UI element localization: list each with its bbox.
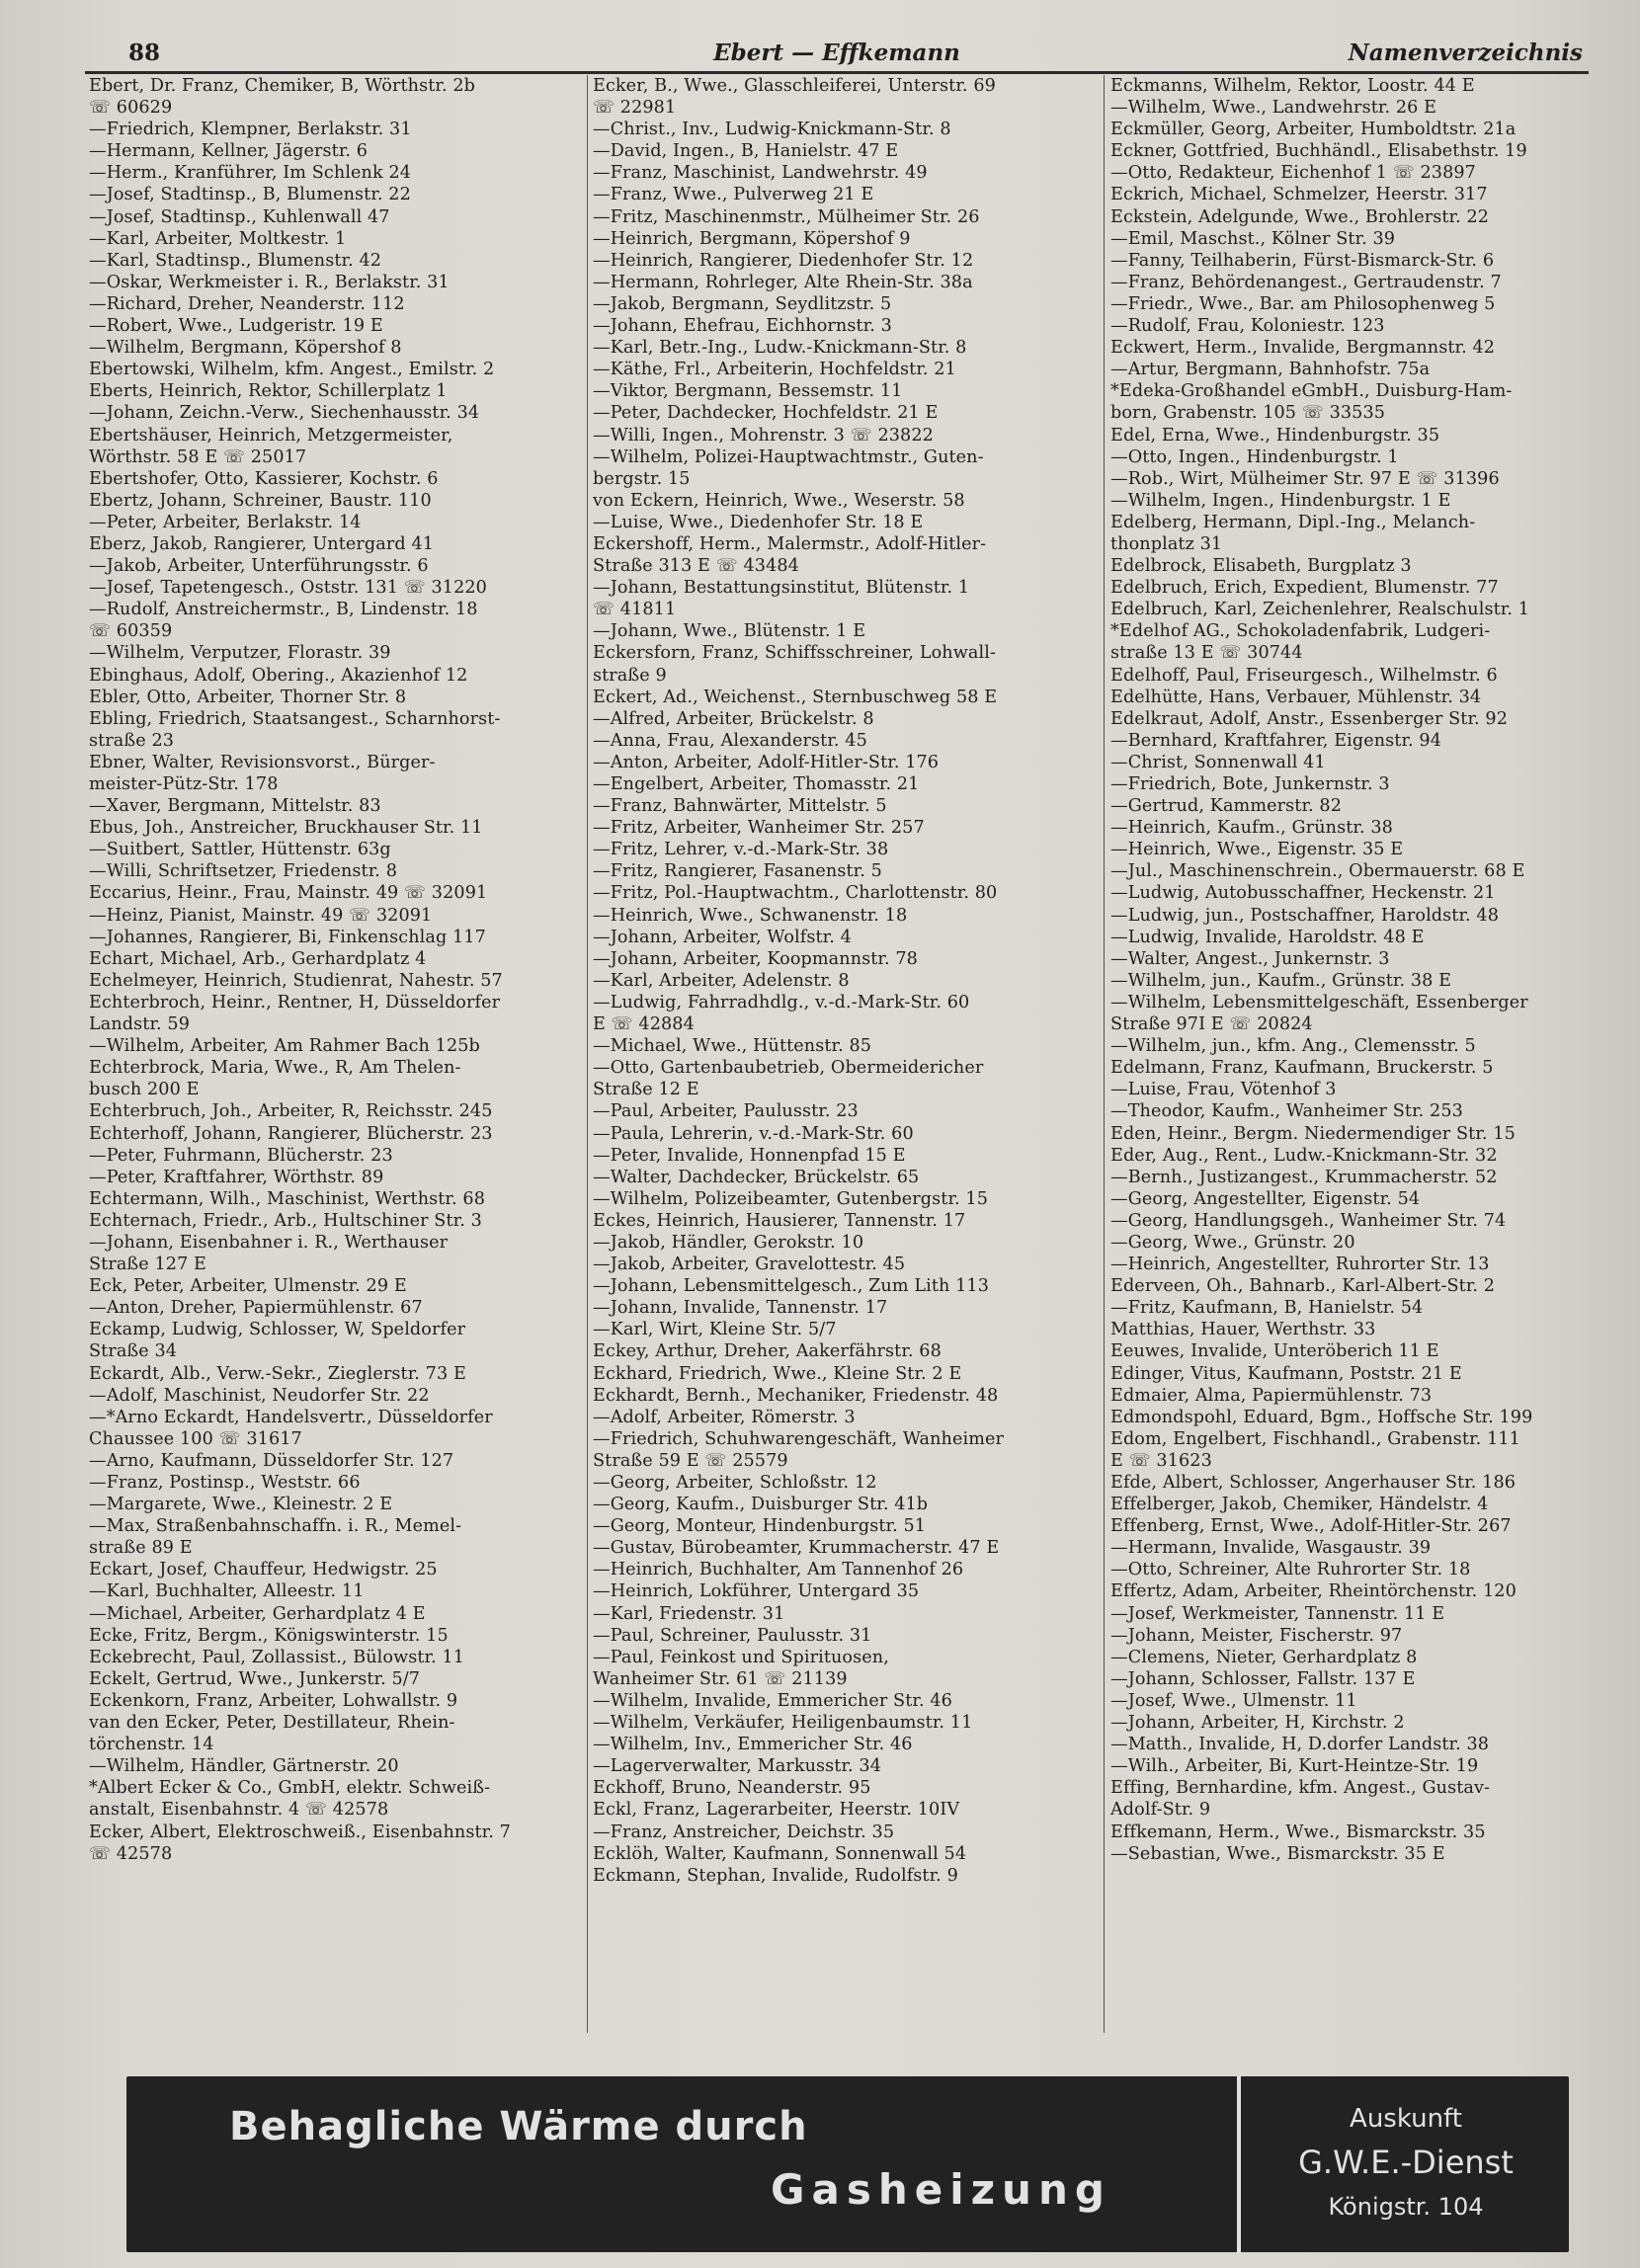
directory-entry: —Rudolf, Frau, Koloniestr. 123	[1110, 316, 1385, 337]
directory-entry: Effertz, Adam, Arbeiter, Rheintörchenstr. 120	[1110, 1581, 1517, 1602]
directory-entry: —Anna, Frau, Alexanderstr. 45	[593, 730, 867, 751]
directory-entry: —Christ., Inv., Ludwig-Knickmann-Str. 8	[593, 120, 951, 140]
directory-entry: —Peter, Arbeiter, Berlakstr. 14	[89, 512, 362, 532]
directory-entry: Eckardt, Alb., Verw.-Sekr., Zieglerstr. 73 E	[89, 1363, 466, 1384]
directory-entry: —Franz, Wwe., Pulverweg 21 E	[593, 185, 874, 205]
directory-entry: —Jakob, Arbeiter, Gravelottestr. 45	[593, 1255, 906, 1275]
directory-entry: —Fritz, Rangierer, Fasanenstr. 5	[593, 861, 882, 882]
directory-entry: —Wilhelm, Invalide, Emmericher Str. 46	[593, 1690, 952, 1711]
directory-entry: Adolf-Str. 9	[1110, 1800, 1211, 1821]
directory-entry: —Adolf, Arbeiter, Römerstr. 3	[593, 1407, 856, 1427]
directory-entry: —Wilhelm, Wwe., Landwehrstr. 26 E	[1110, 98, 1437, 119]
directory-entry: Echtermann, Wilh., Maschinist, Werthstr. 68	[89, 1188, 485, 1209]
ad-info-name: G.W.E.-Dienst	[1298, 2144, 1514, 2181]
directory-entry: —Wilh., Arbeiter, Bi, Kurt-Heintze-Str. 19	[1110, 1756, 1479, 1777]
directory-entry: —Hermann, Rohrleger, Alte Rhein-Str. 38a	[593, 272, 973, 292]
directory-entry: Ebner, Walter, Revisionsvorst., Bürger-	[89, 752, 436, 772]
directory-entry: —Peter, Invalide, Honnenpfad 15 E	[593, 1145, 906, 1166]
directory-entry: —Lagerverwalter, Markusstr. 34	[593, 1756, 882, 1777]
directory-entry: —Fritz, Kaufmann, B, Hanielstr. 54	[1110, 1298, 1424, 1319]
directory-entry: Straße 97I E ☏ 20824	[1110, 1014, 1313, 1035]
directory-entry: Efde, Albert, Schlosser, Angerhauser Str. 186	[1110, 1473, 1517, 1493]
directory-entry: —Paul, Feinkost und Spirituosen,	[593, 1647, 889, 1667]
directory-entry: —Karl, Buchhalter, Alleestr. 11	[89, 1581, 365, 1602]
directory-entry: —Wilhelm, Inv., Emmericher Str. 46	[593, 1735, 913, 1755]
directory-entry: —Otto, Schreiner, Alte Ruhrorter Str. 18	[1110, 1560, 1471, 1580]
page-number: 88	[128, 40, 161, 66]
directory-entry: —Matth., Invalide, H, D.dorfer Landstr. 38	[1110, 1735, 1490, 1755]
directory-entry: —Johann, Eisenbahner i. R., Werthauser	[89, 1232, 449, 1253]
directory-entry: Ederveen, Oh., Bahnarb., Karl-Albert-Str. 2	[1110, 1276, 1496, 1297]
directory-entry: straße 23	[89, 730, 175, 751]
directory-entry: —Ludwig, Autobusschaffner, Heckenstr. 21	[1110, 883, 1496, 904]
directory-entry: —Wilhelm, Verkäufer, Heiligenbaumstr. 11	[593, 1713, 973, 1734]
column-divider	[1104, 75, 1105, 2033]
directory-entry: —Anton, Dreher, Papiermühlenstr. 67	[89, 1298, 423, 1319]
directory-entry: Ecker, Albert, Elektroschweiß., Eisenbahnstr. 7	[89, 1822, 511, 1842]
directory-entry: *Edelhof AG., Schokoladenfabrik, Ludgeri-	[1110, 621, 1491, 642]
directory-entry: —Jakob, Arbeiter, Unterführungsstr. 6	[89, 556, 429, 577]
directory-entry: Ecker, B., Wwe., Glasschleiferei, Unterstr. 69	[593, 76, 996, 96]
directory-entry: Eckmüller, Georg, Arbeiter, Humboldtstr. 21a	[1110, 120, 1517, 140]
directory-entry: —Rudolf, Anstreichermstr., B, Lindenstr. 18	[89, 600, 478, 620]
directory-entry: —Georg, Handlungsgeh., Wanheimer Str. 74	[1110, 1210, 1507, 1231]
directory-entry: Eberts, Heinrich, Rektor, Schillerplatz 1	[89, 381, 448, 402]
directory-entry: —Paul, Schreiner, Paulusstr. 31	[593, 1625, 872, 1646]
directory-entry: Ebert, Dr. Franz, Chemiker, B, Wörthstr. 2b	[89, 76, 476, 96]
ad-slogan-line1: Behagliche Wärme durch	[229, 2104, 808, 2149]
directory-entry: —Heinrich, Kaufm., Grünstr. 38	[1110, 818, 1393, 839]
page-header	[91, 36, 1583, 69]
directory-entry: —Wilhelm, Verputzer, Florastr. 39	[89, 643, 391, 664]
directory-entry: Edelhütte, Hans, Verbauer, Mühlenstr. 34	[1110, 687, 1482, 707]
directory-entry: E ☏ 31623	[1110, 1450, 1212, 1471]
directory-entry: —Johann, Arbeiter, Koopmannstr. 78	[593, 948, 918, 969]
directory-entry: Eckwert, Herm., Invalide, Bergmannstr. 42	[1110, 338, 1496, 359]
directory-entry: —Jakob, Bergmann, Seydlitzstr. 5	[593, 293, 892, 314]
directory-entry: törchenstr. 14	[89, 1735, 214, 1755]
directory-entry: Ecklöh, Walter, Kaufmann, Sonnenwall 54	[593, 1843, 967, 1864]
directory-entry: Eckhard, Friedrich, Wwe., Kleine Str. 2 E	[593, 1363, 962, 1384]
directory-entry: bergstr. 15	[593, 468, 691, 489]
directory-entry: Ebertz, Johann, Schreiner, Baustr. 110	[89, 490, 432, 511]
directory-entry: ☏ 41811	[593, 600, 677, 620]
name-range: Ebert — Effkemann	[713, 40, 960, 66]
ad-slogan	[126, 2076, 1235, 2252]
directory-entry: Edelbruch, Erich, Expedient, Blumenstr. 77	[1110, 578, 1499, 599]
directory-entry: —Wilhelm, Händler, Gärtnerstr. 20	[89, 1756, 399, 1777]
directory-entry: —Johann, Ehefrau, Eichhornstr. 3	[593, 316, 892, 337]
directory-entry: —Heinrich, Wwe., Eigenstr. 35 E	[1110, 840, 1404, 860]
directory-entry: —Richard, Dreher, Neanderstr. 112	[89, 293, 405, 314]
directory-entry: Edinger, Vitus, Kaufmann, Poststr. 21 E	[1110, 1363, 1462, 1384]
directory-entry: Ebling, Friedrich, Staatsangest., Scharnhorst-	[89, 708, 501, 729]
directory-entry: —Franz, Behördenangest., Gertraudenstr. 7	[1110, 272, 1502, 292]
column-3	[1110, 75, 1600, 2035]
directory-entry: —Herm., Kranführer, Im Schlenk 24	[89, 163, 412, 184]
directory-entry: Edelkraut, Adolf, Anstr., Essenberger Str. 92	[1110, 708, 1509, 729]
directory-entry: —Georg, Wwe., Grünstr. 20	[1110, 1232, 1355, 1253]
directory-entry: —Peter, Dachdecker, Hochfeldstr. 21 E	[593, 403, 939, 424]
directory-entry: —Karl, Betr.-Ing., Ludw.-Knickmann-Str. 8	[593, 338, 967, 359]
directory-entry: —Alfred, Arbeiter, Brückelstr. 8	[593, 708, 874, 729]
directory-entry: —Karl, Wirt, Kleine Str. 5/7	[593, 1320, 837, 1340]
directory-entry: —Sebastian, Wwe., Bismarckstr. 35 E	[1110, 1843, 1445, 1864]
directory-entry: straße 13 E ☏ 30744	[1110, 643, 1303, 664]
directory-entry: Eeuwes, Invalide, Unteröberich 11 E	[1110, 1341, 1439, 1362]
directory-entry: von Eckern, Heinrich, Wwe., Weserstr. 58	[593, 490, 965, 511]
directory-entry: Eckes, Heinrich, Hausierer, Tannenstr. 17	[593, 1210, 966, 1231]
directory-entry: Echart, Michael, Arb., Gerhardplatz 4	[89, 948, 427, 969]
directory-entry: —Friedrich, Klempner, Berlakstr. 31	[89, 120, 412, 140]
directory-entry: Echterhoff, Johann, Rangierer, Blücherstr. 23	[89, 1123, 493, 1144]
directory-entry: —Heinz, Pianist, Mainstr. 49 ☏ 32091	[89, 905, 433, 926]
directory-entry: —Heinrich, Lokführer, Untergard 35	[593, 1581, 920, 1602]
directory-entry: Eckrich, Michael, Schmelzer, Heerstr. 317	[1110, 185, 1488, 205]
ad-info-address: Königstr. 104	[1328, 2193, 1484, 2221]
directory-entry: Matthias, Hauer, Werthstr. 33	[1110, 1320, 1376, 1340]
directory-entry: Echternach, Friedr., Arb., Hultschiner Str. 3	[89, 1210, 482, 1231]
column-2	[593, 75, 1097, 2035]
directory-entry: —Margarete, Wwe., Kleinestr. 2 E	[89, 1495, 393, 1515]
directory-entry: —Wilhelm, Polizeibeamter, Gutenbergstr. 15	[593, 1188, 989, 1209]
directory-entry: —Franz, Bahnwärter, Mittelstr. 5	[593, 796, 887, 817]
directory-entry: —Johann, Wwe., Blütenstr. 1 E	[593, 621, 866, 642]
directory-entry: —Robert, Wwe., Ludgeristr. 19 E	[89, 316, 383, 337]
directory-entry: —Karl, Stadtinsp., Blumenstr. 42	[89, 250, 382, 271]
directory-entry: —Luise, Frau, Vötenhof 3	[1110, 1080, 1337, 1100]
directory-entry: Landstr. 59	[89, 1014, 191, 1035]
directory-entry: —Peter, Kraftfahrer, Wörthstr. 89	[89, 1167, 384, 1187]
directory-entry: Wörthstr. 58 E ☏ 25017	[89, 446, 307, 467]
directory-entry: thonplatz 31	[1110, 533, 1223, 554]
directory-entry: —Fritz, Maschinenmstr., Mülheimer Str. 26	[593, 206, 980, 227]
directory-entry: Eckmanns, Wilhelm, Rektor, Loostr. 44 E	[1110, 76, 1475, 96]
directory-entry: Chaussee 100 ☏ 31617	[89, 1428, 302, 1449]
directory-entry: —Christ, Sonnenwall 41	[1110, 752, 1326, 772]
directory-entry: Eckamp, Ludwig, Schlosser, W, Speldorfer	[89, 1320, 466, 1340]
directory-entry: anstalt, Eisenbahnstr. 4 ☏ 42578	[89, 1800, 389, 1821]
directory-entry: —Willi, Ingen., Mohrenstr. 3 ☏ 23822	[593, 425, 934, 446]
directory-entry: —Otto, Ingen., Hindenburgstr. 1	[1110, 446, 1399, 467]
directory-entry: —Wilhelm, Lebensmittelgeschäft, Essenberger	[1110, 992, 1528, 1012]
directory-entry: Eden, Heinr., Bergm. Niedermendiger Str. 15	[1110, 1123, 1516, 1144]
directory-entry: Eckershoff, Herm., Malermstr., Adolf-Hitler-	[593, 533, 987, 554]
directory-entry: Eckart, Josef, Chauffeur, Hedwigstr. 25	[89, 1560, 438, 1580]
directory-entry: —Ludwig, Fahrradhdlg., v.-d.-Mark-Str. 60	[593, 992, 970, 1012]
directory-entry: —Hermann, Kellner, Jägerstr. 6	[89, 141, 369, 162]
directory-entry: Edelbruch, Karl, Zeichenlehrer, Realschulstr. 1	[1110, 600, 1530, 620]
directory-entry: —Wilhelm, Bergmann, Köpershof 8	[89, 338, 402, 359]
directory-entry: Ebinghaus, Adolf, Obering., Akazienhof 12	[89, 665, 468, 686]
directory-entry: Effelberger, Jakob, Chemiker, Händelstr. 4	[1110, 1495, 1489, 1515]
directory-entry: —Wilhelm, jun., kfm. Ang., Clemensstr. 5	[1110, 1036, 1476, 1057]
ad-info-box	[1243, 2076, 1569, 2252]
directory-entry: Effenberg, Ernst, Wwe., Adolf-Hitler-Str. 267	[1110, 1516, 1512, 1537]
directory-entry: —Ludwig, jun., Postschaffner, Haroldstr. 48	[1110, 905, 1500, 926]
directory-entry: —Heinrich, Angestellter, Ruhrorter Str. 13	[1110, 1255, 1490, 1275]
directory-entry: —Wilhelm, Polizei-Hauptwachtmstr., Guten-	[593, 446, 984, 467]
directory-entry: Ebler, Otto, Arbeiter, Thorner Str. 8	[89, 687, 407, 707]
directory-entry: Edelberg, Hermann, Dipl.-Ing., Melanch-	[1110, 512, 1476, 532]
section-title: Namenverzeichnis	[1348, 40, 1583, 66]
directory-entry: Echterbroch, Heinr., Rentner, H, Düsseldorfer	[89, 992, 501, 1012]
directory-entry: —Peter, Fuhrmann, Blücherstr. 23	[89, 1145, 393, 1166]
directory-entry: —Viktor, Bergmann, Bessemstr. 11	[593, 381, 903, 402]
directory-entry: —Engelbert, Arbeiter, Thomasstr. 21	[593, 774, 920, 794]
directory-entry: Eckebrecht, Paul, Zollassist., Bülowstr. 11	[89, 1647, 465, 1667]
directory-entry: —Johann, Arbeiter, H, Kirchstr. 2	[1110, 1713, 1405, 1734]
directory-entry: Straße 34	[89, 1341, 178, 1362]
directory-entry: Ebertowski, Wilhelm, kfm. Angest., Emilstr. 2	[89, 360, 495, 380]
directory-entry: Straße 127 E	[89, 1255, 206, 1275]
directory-entry: Eckhoff, Bruno, Neanderstr. 95	[593, 1778, 871, 1799]
ad-slogan-line2: Gasheizung	[771, 2165, 1111, 2214]
directory-entry: ☏ 42578	[89, 1843, 173, 1864]
directory-entry: —Friedr., Wwe., Bar. am Philosophenweg 5	[1110, 293, 1496, 314]
directory-entry: Edelmann, Franz, Kaufmann, Bruckerstr. 5	[1110, 1058, 1494, 1079]
directory-entry: straße 9	[593, 665, 667, 686]
directory-entry: —Walter, Angest., Junkernstr. 3	[1110, 948, 1390, 969]
directory-entry: —Theodor, Kaufm., Wanheimer Str. 253	[1110, 1101, 1463, 1122]
column-1	[89, 75, 579, 2035]
directory-entry: —Michael, Wwe., Hüttenstr. 85	[593, 1036, 872, 1057]
directory-entry: Eccarius, Heinr., Frau, Mainstr. 49 ☏ 32091	[89, 883, 488, 904]
directory-entry: Edel, Erna, Wwe., Hindenburgstr. 35	[1110, 425, 1440, 446]
directory-entry: —Anton, Arbeiter, Adolf-Hitler-Str. 176	[593, 752, 940, 772]
directory-entry: Edmaier, Alma, Papiermühlenstr. 73	[1110, 1385, 1433, 1406]
directory-entry: Eckersforn, Franz, Schiffsschreiner, Lohwall-	[593, 643, 996, 664]
directory-entry: —Wilhelm, Arbeiter, Am Rahmer Bach 125b	[89, 1036, 480, 1057]
directory-entry: —Josef, Wwe., Ulmenstr. 11	[1110, 1690, 1357, 1711]
directory-entry: busch 200 E	[89, 1080, 200, 1100]
directory-entry: —Michael, Arbeiter, Gerhardplatz 4 E	[89, 1603, 426, 1624]
directory-entry: —Fanny, Teilhaberin, Fürst-Bismarck-Str. 6	[1110, 250, 1495, 271]
directory-entry: Edelbrock, Elisabeth, Burgplatz 3	[1110, 556, 1412, 577]
directory-entry: Eckner, Gottfried, Buchhändl., Elisabethstr. 19	[1110, 141, 1527, 162]
directory-entry: —Wilhelm, Ingen., Hindenburgstr. 1 E	[1110, 490, 1451, 511]
directory-entry: *Edeka-Großhandel eGmbH., Duisburg-Ham-	[1110, 381, 1513, 402]
directory-entry: —Friedrich, Bote, Junkernstr. 3	[1110, 774, 1390, 794]
directory-entry: Straße 12 E	[593, 1080, 699, 1100]
directory-entry: —Paula, Lehrerin, v.-d.-Mark-Str. 60	[593, 1123, 914, 1144]
directory-entry: —Heinrich, Buchhalter, Am Tannenhof 26	[593, 1560, 964, 1580]
directory-entry: —Clemens, Nieter, Gerhardplatz 8	[1110, 1647, 1418, 1667]
directory-entry: —Georg, Monteur, Hindenburgstr. 51	[593, 1516, 927, 1537]
directory-entry: Edmondspohl, Eduard, Bgm., Hoffsche Str. 199	[1110, 1407, 1533, 1427]
gas-heating-advertisement	[126, 2076, 1569, 2252]
directory-entry: —Karl, Arbeiter, Adelenstr. 8	[593, 970, 850, 991]
directory-entry: —David, Ingen., B, Hanielstr. 47 E	[593, 141, 899, 162]
directory-entry: —Jakob, Händler, Gerokstr. 10	[593, 1232, 864, 1253]
directory-entry: ☏ 60359	[89, 621, 173, 642]
directory-entry: Eder, Aug., Rent., Ludw.-Knickmann-Str. 32	[1110, 1145, 1498, 1166]
directory-entry: Eckey, Arthur, Dreher, Aakerfährstr. 68	[593, 1341, 942, 1362]
directory-entry: —Oskar, Werkmeister i. R., Berlakstr. 31	[89, 272, 450, 292]
directory-entry: Echelmeyer, Heinrich, Studienrat, Nahestr. 57	[89, 970, 503, 991]
directory-entry: Straße 313 E ☏ 43484	[593, 556, 799, 577]
directory-entry: —Willi, Schriftsetzer, Friedenstr. 8	[89, 861, 397, 882]
directory-entry: born, Grabenstr. 105 ☏ 33535	[1110, 403, 1386, 424]
directory-entry: Echterbruch, Joh., Arbeiter, R, Reichsstr. 245	[89, 1101, 493, 1122]
directory-entry: van den Ecker, Peter, Destillateur, Rhein-	[89, 1713, 455, 1734]
directory-entry: ☏ 60629	[89, 98, 173, 119]
directory-entry: —Johann, Arbeiter, Wolfstr. 4	[593, 927, 852, 947]
directory-entry: Edom, Engelbert, Fischhandl., Grabenstr. 111	[1110, 1428, 1520, 1449]
directory-entry: —Artur, Bergmann, Bahnhofstr. 75a	[1110, 360, 1431, 380]
directory-entry: —Käthe, Frl., Arbeiterin, Hochfeldstr. 21	[593, 360, 956, 380]
directory-entry: *Albert Ecker & Co., GmbH, elektr. Schweiß-	[89, 1778, 491, 1799]
directory-entry: —Fritz, Lehrer, v.-d.-Mark-Str. 38	[593, 840, 889, 860]
directory-entry: Ebertshofer, Otto, Kassierer, Kochstr. 6	[89, 468, 439, 489]
directory-entry: —Josef, Stadtinsp., Kuhlenwall 47	[89, 206, 390, 227]
directory-entry: —Jul., Maschinenschrein., Obermauerstr. 68 E	[1110, 861, 1525, 882]
directory-entry: —Bernhard, Kraftfahrer, Eigenstr. 94	[1110, 730, 1442, 751]
directory-entry: Eckert, Ad., Weichenst., Sternbuschweg 58 E	[593, 687, 998, 707]
directory-entry: —Heinrich, Bergmann, Köpershof 9	[593, 228, 911, 249]
directory-entry: —Wilhelm, jun., Kaufm., Grünstr. 38 E	[1110, 970, 1452, 991]
directory-entry: —Georg, Arbeiter, Schloßstr. 12	[593, 1473, 877, 1493]
directory-entry: Eckelt, Gertrud, Wwe., Junkerstr. 5/7	[89, 1668, 421, 1689]
directory-entry: —Otto, Gartenbaubetrieb, Obermeidericher	[593, 1058, 984, 1079]
directory-entry: Echterbrock, Maria, Wwe., R, Am Thelen-	[89, 1058, 461, 1079]
directory-entry: —Rob., Wirt, Mülheimer Str. 97 E ☏ 31396	[1110, 468, 1500, 489]
directory-entry: —Franz, Maschinist, Landwehrstr. 49	[593, 163, 928, 184]
directory-entry: —Fritz, Pol.-Hauptwachtm., Charlottenstr. 80	[593, 883, 998, 904]
directory-entry: Effing, Bernhardine, kfm. Angest., Gustav-	[1110, 1778, 1491, 1799]
directory-entry: meister-Pütz-Str. 178	[89, 774, 279, 794]
directory-entry: —Hermann, Invalide, Wasgaustr. 39	[1110, 1538, 1432, 1559]
directory-entry: Straße 59 E ☏ 25579	[593, 1450, 788, 1471]
directory-entry: —Otto, Redakteur, Eichenhof 1 ☏ 23897	[1110, 163, 1476, 184]
directory-entry: —Bernh., Justizangest., Krummacherstr. 52	[1110, 1167, 1498, 1187]
header-rule	[85, 71, 1589, 74]
directory-entry: ☏ 22981	[593, 98, 677, 119]
directory-entry: Eckmann, Stephan, Invalide, Rudolfstr. 9	[593, 1865, 958, 1886]
directory-entry: Eckenkorn, Franz, Arbeiter, Lohwallstr. 9	[89, 1690, 458, 1711]
directory-entry: —Josef, Stadtinsp., B, Blumenstr. 22	[89, 185, 411, 205]
directory-entry: —Suitbert, Sattler, Hüttenstr. 63g	[89, 840, 391, 860]
directory-entry: —Johann, Meister, Fischerstr. 97	[1110, 1625, 1403, 1646]
directory-entry: —Walter, Dachdecker, Brückelstr. 65	[593, 1167, 920, 1187]
directory-entry: Wanheimer Str. 61 ☏ 21139	[593, 1668, 848, 1689]
directory-entry: —Josef, Werkmeister, Tannenstr. 11 E	[1110, 1603, 1445, 1624]
directory-entry: Eberz, Jakob, Rangierer, Untergard 41	[89, 533, 435, 554]
directory-entry: —Johann, Bestattungsinstitut, Blütenstr. 1	[593, 578, 970, 599]
directory-entry: —Paul, Arbeiter, Paulusstr. 23	[593, 1101, 859, 1122]
directory-entry: Eckstein, Adelgunde, Wwe., Brohlerstr. 22	[1110, 206, 1490, 227]
directory-entry: —Franz, Postinsp., Weststr. 66	[89, 1473, 361, 1493]
directory-entry: —Johannes, Rangierer, Bi, Finkenschlag 117	[89, 927, 486, 947]
directory-entry: —Arno, Kaufmann, Düsseldorfer Str. 127	[89, 1450, 454, 1471]
directory-entry: —Luise, Wwe., Diedenhofer Str. 18 E	[593, 512, 924, 532]
directory-entry: —Georg, Angestellter, Eigenstr. 54	[1110, 1188, 1421, 1209]
directory-entry: straße 89 E	[89, 1538, 193, 1559]
directory-entry: —Adolf, Maschinist, Neudorfer Str. 22	[89, 1385, 430, 1406]
directory-entry: Ebus, Joh., Anstreicher, Bruckhauser Str. 11	[89, 818, 483, 839]
directory-entry: —Johann, Lebensmittelgesch., Zum Lith 113	[593, 1276, 990, 1297]
column-divider	[587, 75, 588, 2033]
directory-entry: —Heinrich, Wwe., Schwanenstr. 18	[593, 905, 908, 926]
directory-entry: Ebertshäuser, Heinrich, Metzgermeister,	[89, 425, 453, 446]
directory-entry: Eck, Peter, Arbeiter, Ulmenstr. 29 E	[89, 1276, 407, 1297]
directory-entry: —Heinrich, Rangierer, Diedenhofer Str. 12	[593, 250, 974, 271]
directory-entry: —Xaver, Bergmann, Mittelstr. 83	[89, 796, 381, 817]
directory-entry: —Johann, Invalide, Tannenstr. 17	[593, 1298, 888, 1319]
directory-entry: —Max, Straßenbahnschaffn. i. R., Memel-	[89, 1516, 462, 1537]
directory-entry: —Fritz, Arbeiter, Wanheimer Str. 257	[593, 818, 925, 839]
directory-entry: —Friedrich, Schuhwarengeschäft, Wanheimer	[593, 1428, 1005, 1449]
directory-entry: —Karl, Friedenstr. 31	[593, 1603, 785, 1624]
directory-entry: —Gustav, Bürobeamter, Krummacherstr. 47 E	[593, 1538, 1000, 1559]
directory-entry: —Johann, Zeichn.-Verw., Siechenhausstr. 34	[89, 403, 480, 424]
directory-entry: —*Arno Eckardt, Handelsvertr., Düsseldorfer	[89, 1407, 493, 1427]
directory-entry: Effkemann, Herm., Wwe., Bismarckstr. 35	[1110, 1822, 1486, 1842]
directory-entry: Ecke, Fritz, Bergm., Königswinterstr. 15	[89, 1625, 449, 1646]
directory-entry: —Karl, Arbeiter, Moltkestr. 1	[89, 228, 347, 249]
directory-entry: —Emil, Maschst., Kölner Str. 39	[1110, 228, 1396, 249]
ad-info-label: Auskunft	[1350, 2104, 1462, 2134]
directory-entry: —Franz, Anstreicher, Deichstr. 35	[593, 1822, 895, 1842]
directory-entry: —Gertrud, Kammerstr. 82	[1110, 796, 1342, 817]
directory-entry: E ☏ 42884	[593, 1014, 695, 1035]
directory-entry: —Johann, Schlosser, Fallstr. 137 E	[1110, 1668, 1416, 1689]
ad-divider	[1237, 2076, 1241, 2252]
directory-entry: Edelhoff, Paul, Friseurgesch., Wilhelmstr. 6	[1110, 665, 1498, 686]
directory-entry: —Ludwig, Invalide, Haroldstr. 48 E	[1110, 927, 1425, 947]
directory-entry: —Josef, Tapetengesch., Oststr. 131 ☏ 31220	[89, 578, 487, 599]
directory-entry: —Georg, Kaufm., Duisburger Str. 41b	[593, 1495, 929, 1515]
directory-entry: Eckhardt, Bernh., Mechaniker, Friedenstr. 48	[593, 1385, 999, 1406]
directory-entry: Eckl, Franz, Lagerarbeiter, Heerstr. 10IV	[593, 1800, 960, 1821]
